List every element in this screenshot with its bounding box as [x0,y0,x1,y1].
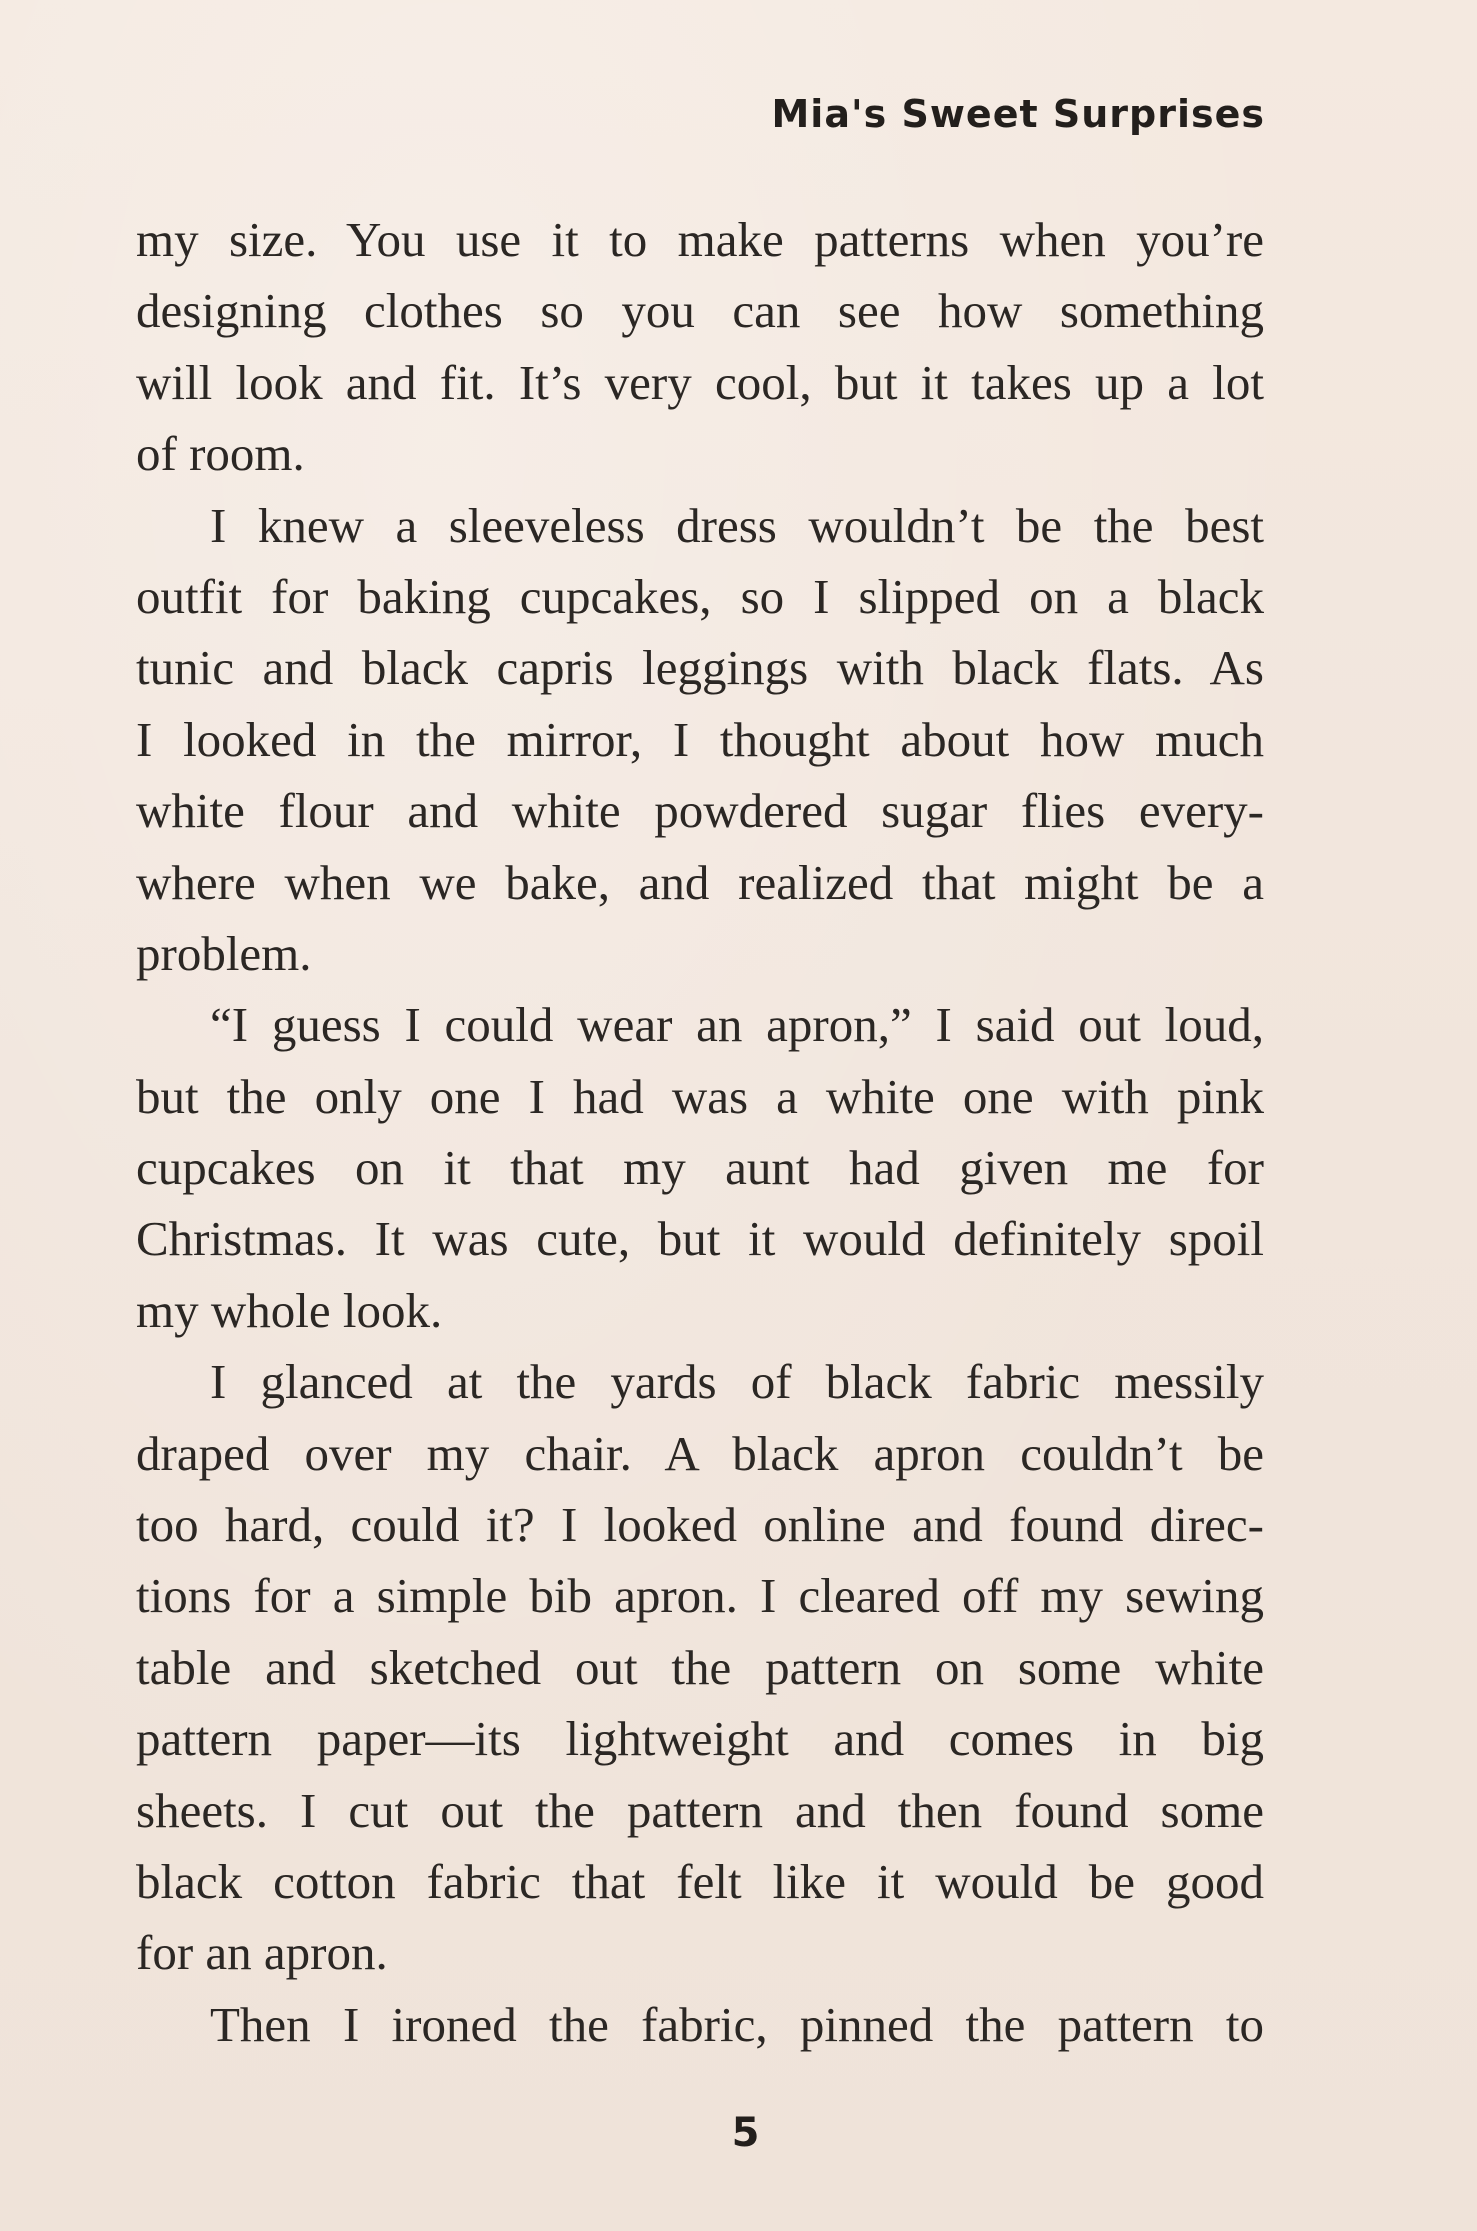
page-number: 5 [731,2110,760,2156]
text-line: problem. [136,925,312,981]
text-line: will look and fit. It’s very cool, but it takes up a lot [136,354,1264,410]
text-line: “I guess I could wear an apron,” I said out loud, [210,997,1264,1053]
text-line: where when we bake, and realized that might be a [136,854,1264,910]
text-line: cupcakes on it that my aunt had given me for [136,1140,1264,1196]
text-line: table and sketched out the pattern on some white [136,1639,1264,1695]
text-line: of room. [136,426,305,482]
text-line: black cotton fabric that felt like it would be good [136,1853,1264,1909]
running-head: Mia's Sweet Surprises [771,92,1265,136]
text-line: outfit for baking cupcakes, so I slipped on a black [136,568,1264,624]
text-line: white flour and white powdered sugar flies every- [136,783,1264,839]
text-line: pattern paper—its lightweight and comes in big [136,1711,1264,1767]
text-line: I glanced at the yards of black fabric messily [210,1354,1264,1410]
text-line: Christmas. It was cute, but it would definitely spoil [136,1211,1264,1267]
text-line: my whole look. [136,1282,443,1338]
text-line: I looked in the mirror, I thought about how much [136,711,1264,767]
text-line: I knew a sleeveless dress wouldn’t be the best [210,497,1264,553]
text-line: Then I ironed the fabric, pinned the pattern to [210,1996,1264,2052]
text-line: sheets. I cut out the pattern and then found some [136,1782,1264,1838]
text-line: but the only one I had was a white one with pink [136,1068,1264,1124]
text-line: designing clothes so you can see how something [136,283,1264,339]
body-text [136,204,1264,2060]
text-line: tunic and black capris leggings with black flats. As [136,640,1264,696]
text-line: tions for a simple bib apron. I cleared off my sewing [136,1568,1264,1624]
text-line: for an apron. [136,1925,388,1981]
text-line: draped over my chair. A black apron couldn’t be [136,1425,1264,1481]
text-line: my size. You use it to make patterns when you’re [136,212,1264,267]
text-line: too hard, could it? I looked online and found direc- [136,1497,1264,1553]
